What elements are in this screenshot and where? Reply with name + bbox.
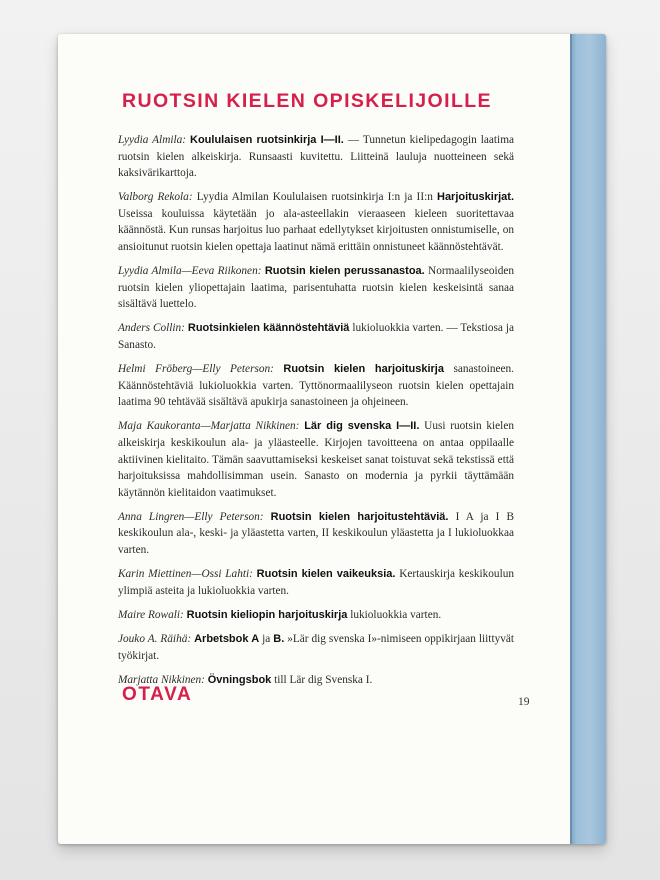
entry-author: Lyydia Almila: xyxy=(118,134,187,146)
entry-title: Ruotsin kielen perussanastoa. xyxy=(264,265,425,278)
entry-author: Marjatta Nikkinen: xyxy=(118,673,205,686)
entry-author: Jouko A. Räihä: xyxy=(118,632,192,645)
book-list xyxy=(118,132,514,696)
entry-title: Harjoituskirjat. xyxy=(437,191,515,204)
book-entry xyxy=(118,607,514,624)
entry-title: Arbetsbok A xyxy=(194,632,260,645)
entry-description: lukioluokkia varten. — Tekstiosa ja Sanasto. xyxy=(118,322,514,352)
book-entry xyxy=(118,320,514,353)
entry-description: till Lär dig Svenska I. xyxy=(274,673,373,686)
entry-author: Anders Collin: xyxy=(118,322,185,335)
entry-title-prefix: Lyydia Almilan Koululaisen ruotsinkirja I:n ja II:n xyxy=(196,191,433,204)
entry-author: Maire Rowali: xyxy=(118,608,184,621)
entry-title: Ruotsin kieliopin harjoituskirja xyxy=(186,608,348,621)
book-back-cover xyxy=(58,34,606,844)
book-entry xyxy=(118,132,514,182)
book-entry xyxy=(118,566,514,599)
entry-description: »Lär dig svenska I»-nimiseen oppikirjaan liittyvät työkirjat. xyxy=(118,632,515,662)
entry-title: Övningsbok xyxy=(207,673,272,686)
series-title: RUOTSIN KIELEN OPISKELIJOILLE xyxy=(122,90,492,112)
cover-panel xyxy=(58,34,570,844)
publisher-logo: OTAVA xyxy=(122,684,193,705)
book-entry xyxy=(118,189,514,255)
entry-description: I A ja I B keskikoulun ala-, keski- ja yläastetta varten, II keskikoulun yläastetta ja I lukioluokkaa varten. xyxy=(118,510,515,557)
book-spine xyxy=(570,34,606,844)
book-entry xyxy=(118,361,514,411)
book-entry xyxy=(118,509,514,559)
spine-hinge xyxy=(570,34,572,844)
entry-title-connector: ja xyxy=(262,632,271,645)
entry-author: Lyydia Almila—Eeva Riikonen: xyxy=(118,265,262,278)
entry-description: Useissa kouluissa käytetään jo ala-asteellakin vieraaseen kieleen suoritettavaa käännöstä. Kun runsas harjoitus luo parhaat edellytykset kirjoitusten onnistumiselle, on ansioitunut ruotsin kielen opettaja laatinut nämä erittäin onnistuneet käännöstehtävät. xyxy=(118,207,514,254)
entry-title: Ruotsin kielen harjoituskirja xyxy=(283,363,444,376)
entry-title: Ruotsin kielen harjoitustehtäviä. xyxy=(270,510,449,523)
entry-author: Valborg Rekola: xyxy=(118,191,193,204)
entry-author: Maja Kaukoranta—Marjatta Nikkinen: xyxy=(118,420,300,433)
book-entry xyxy=(118,631,514,664)
entry-description: lukioluokkia varten. xyxy=(350,608,442,621)
book-entry xyxy=(118,418,514,501)
entry-title: Koululaisen ruotsinkirja I—II. xyxy=(190,134,344,146)
entry-title-end: B. xyxy=(273,632,285,645)
page-number: 19 xyxy=(518,696,530,708)
entry-description: Normaalilyseoiden ruotsin kielen yliopettajain laatima, parisentuhatta ruotsin kielen keskeisintä sanaa sisältävä luettelo. xyxy=(118,265,515,311)
entry-author: Anna Lingren—Elly Peterson: xyxy=(118,510,264,523)
entry-description: Kertauskirja keskikoulun ylimpiä asteita ja lukioluokkia varten. xyxy=(118,568,515,597)
entry-description: — Tunnetun kielipedagogin laatima ruotsin kielen alkeiskirja. Runsaasti kuvitettu. Liitteinä lauluja nuotteineen sekä kaksivärikarttoja. xyxy=(118,134,514,180)
entry-title: Lär dig svenska I—II. xyxy=(304,420,420,433)
entry-description: sanastoineen. Käännöstehtäviä lukioluokkia varten. Tyttönormaalilyseon ruotsin kielen opettajain laatima 90 tehtävää sisältävä apukirja sanastoineen ja ohjeineen. xyxy=(118,363,514,409)
book-entry xyxy=(118,263,514,313)
entry-description: Uusi ruotsin kielen alkeiskirja keskikoulun ala- ja yläasteelle. Kirjojen tavoitteena on antaa oppilaalle aktiivinen kielitaito. Tämän saavuttamiseksi keskeiset sanat toistuvat sekä tekstissä että harjoituksissa mahdollisimman usein. Sanasto on modernia ja pyrkii täyttämään käytännön kielitaidon vaatimukset. xyxy=(118,420,514,499)
entry-author: Karin Miettinen—Ossi Lahti: xyxy=(118,568,253,581)
entry-title: Ruotsin kielen vaikeuksia. xyxy=(256,568,396,581)
entry-title: Ruotsinkielen käännöstehtäviä xyxy=(187,322,350,335)
entry-author: Helmi Fröberg—Elly Peterson: xyxy=(118,363,274,376)
